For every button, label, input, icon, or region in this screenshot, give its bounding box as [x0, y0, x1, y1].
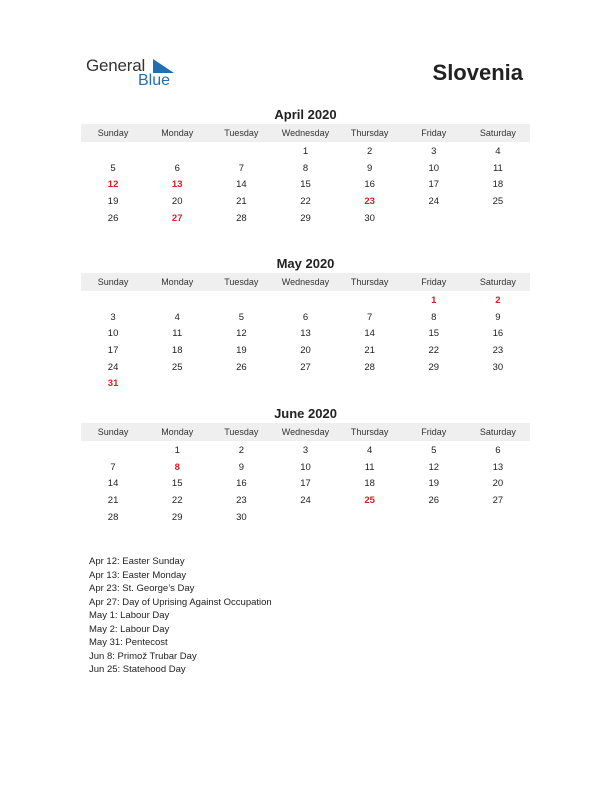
day-cell: 11	[364, 461, 375, 473]
day-cell: 12	[236, 328, 247, 340]
weekday-label: Monday	[161, 128, 194, 138]
day-cell: 15	[428, 328, 440, 340]
month-calendar	[81, 405, 530, 526]
day-cell: 5	[238, 311, 244, 323]
day-cell: 19	[236, 345, 247, 357]
day-cell: 4	[495, 146, 501, 157]
day-cell: 22	[428, 345, 440, 357]
day-cell: 2	[495, 295, 501, 306]
day-cell	[466, 376, 530, 393]
day-cell: 6	[174, 162, 180, 174]
day-cell: 8	[174, 461, 180, 473]
week-row	[81, 177, 530, 194]
week-row	[81, 376, 530, 393]
weekday-label: Wednesday	[281, 128, 330, 138]
day-cell: 14	[107, 478, 119, 490]
day-cell: 28	[107, 511, 119, 523]
day-cell: 21	[364, 345, 375, 357]
day-cell: 31	[107, 378, 119, 390]
weekday-label: Tuesday	[224, 277, 259, 287]
day-cell: 7	[366, 311, 373, 323]
day-cell: 9	[495, 311, 501, 323]
day-cell	[145, 293, 209, 310]
day-cell: 24	[428, 196, 440, 208]
day-cell: 6	[302, 311, 309, 323]
month-title: June 2020	[274, 406, 337, 421]
weekday-label: Friday	[421, 427, 447, 437]
day-cell	[402, 510, 466, 527]
day-cell: 11	[492, 162, 503, 174]
day-cell: 25	[492, 196, 504, 208]
day-cell: 18	[492, 179, 504, 191]
week-row	[81, 476, 530, 493]
day-cell: 13	[300, 328, 311, 340]
day-cell: 29	[171, 511, 183, 523]
day-cell: 2	[366, 146, 373, 157]
weekday-header	[81, 423, 530, 441]
day-cell: 21	[236, 196, 247, 208]
day-cell: 23	[236, 495, 247, 507]
weekday-label: Thursday	[350, 128, 389, 138]
weekday-label: Friday	[421, 277, 447, 287]
month-calendar	[81, 255, 530, 393]
day-cell: 10	[428, 162, 440, 174]
week-row	[81, 161, 530, 178]
day-cell	[466, 510, 530, 527]
holiday-item: Apr 12: Easter Sunday	[89, 556, 185, 567]
day-cell: 7	[110, 461, 116, 473]
weekday-label: Tuesday	[224, 128, 259, 138]
day-cell	[145, 376, 209, 393]
day-cell: 28	[236, 212, 247, 224]
logo-text-general: General	[86, 56, 146, 75]
week-row	[81, 510, 530, 527]
day-cell: 22	[300, 196, 311, 208]
day-cell: 25	[171, 361, 183, 373]
day-cell	[81, 443, 145, 460]
weekday-label: Thursday	[350, 427, 389, 437]
week-row	[81, 493, 530, 510]
day-cell: 17	[300, 478, 311, 490]
weekday-label: Monday	[161, 277, 194, 287]
holiday-item: Apr 23: St. George’s Day	[89, 583, 195, 594]
day-cell: 25	[364, 495, 375, 507]
holiday-item: Jun 25: Statehood Day	[89, 664, 186, 675]
day-cell: 22	[171, 495, 183, 507]
day-cell	[209, 376, 273, 393]
day-cell: 30	[236, 511, 247, 523]
day-cell	[209, 144, 273, 161]
weekday-label: Saturday	[479, 277, 516, 287]
day-cell: 27	[300, 361, 311, 373]
day-cell	[81, 293, 145, 310]
day-cell	[145, 144, 209, 161]
day-cell: 8	[431, 311, 437, 323]
month-calendar	[81, 106, 530, 227]
day-cell	[338, 376, 402, 393]
weekday-label: Sunday	[97, 277, 129, 287]
day-cell: 15	[171, 478, 183, 490]
holiday-item: Apr 27: Day of Uprising Against Occupation	[89, 596, 272, 608]
day-cell: 14	[236, 179, 247, 191]
day-cell: 23	[492, 345, 504, 357]
weekday-label: Friday	[421, 128, 447, 138]
day-cell: 29	[428, 361, 440, 373]
logo-text-blue: Blue	[138, 72, 171, 89]
week-row	[81, 211, 530, 228]
holiday-item: May 2: Labour Day	[89, 623, 170, 635]
week-row	[81, 310, 530, 327]
weekday-label: Saturday	[479, 427, 516, 437]
weekday-label: Wednesday	[281, 277, 330, 287]
weekday-label: Thursday	[350, 277, 389, 287]
day-cell: 20	[300, 345, 311, 357]
weekday-header	[81, 273, 530, 291]
holiday-list	[89, 555, 272, 677]
day-cell: 26	[428, 495, 440, 507]
day-cell: 21	[107, 495, 119, 507]
day-cell: 14	[364, 328, 375, 340]
day-cell	[273, 293, 337, 310]
day-cell: 15	[300, 179, 311, 191]
day-cell: 13	[492, 461, 504, 473]
day-cell: 28	[364, 361, 375, 373]
month-title: April 2020	[274, 107, 337, 122]
generalblue-logo	[86, 56, 186, 92]
day-cell	[338, 293, 402, 310]
holiday-item: Apr 13: Easter Monday	[89, 569, 187, 581]
day-cell: 7	[238, 162, 244, 174]
day-cell: 3	[110, 311, 116, 323]
week-row	[81, 293, 530, 310]
day-cell: 20	[171, 196, 183, 208]
weekday-label: Saturday	[479, 128, 516, 138]
day-cell: 9	[238, 461, 244, 473]
day-cell: 1	[302, 146, 309, 157]
day-cell: 17	[107, 345, 119, 357]
day-cell: 2	[238, 445, 244, 456]
day-cell: 27	[171, 212, 183, 224]
day-cell: 5	[431, 445, 437, 456]
day-cell: 3	[302, 445, 309, 456]
day-cell: 13	[171, 179, 183, 191]
day-cell: 10	[300, 461, 311, 473]
day-cell: 24	[107, 361, 119, 373]
day-cell	[273, 376, 337, 393]
day-cell: 18	[364, 478, 375, 490]
day-cell: 23	[364, 196, 375, 208]
week-row	[81, 194, 530, 211]
day-cell: 19	[428, 478, 440, 490]
week-row	[81, 343, 530, 360]
day-cell: 30	[364, 212, 375, 224]
day-cell: 6	[495, 445, 501, 456]
day-cell: 3	[431, 146, 437, 157]
day-cell: 16	[236, 478, 247, 490]
week-row	[81, 326, 530, 343]
day-cell: 5	[110, 162, 116, 174]
day-cell	[209, 293, 273, 310]
day-cell	[273, 510, 337, 527]
week-row	[81, 443, 530, 460]
day-cell: 10	[107, 328, 119, 340]
week-row	[81, 460, 530, 477]
country-title: Slovenia	[432, 60, 523, 85]
week-row	[81, 360, 530, 377]
month-title: May 2020	[276, 256, 335, 271]
day-cell: 18	[171, 345, 183, 357]
holiday-item: May 31: Pentecost	[89, 637, 168, 648]
day-cell: 26	[107, 212, 119, 224]
day-cell	[402, 211, 466, 228]
day-cell: 24	[300, 495, 311, 507]
weekday-label: Tuesday	[224, 427, 259, 437]
weekday-header	[81, 124, 530, 142]
day-cell: 11	[172, 328, 183, 340]
day-cell: 16	[492, 328, 504, 340]
holiday-item: Jun 8: Primož Trubar Day	[89, 650, 197, 662]
weekday-label: Monday	[161, 427, 194, 437]
day-cell	[81, 144, 145, 161]
weekday-label: Sunday	[97, 427, 129, 437]
logo-triangle-icon	[153, 59, 174, 73]
day-cell: 8	[302, 162, 309, 174]
day-cell: 12	[107, 179, 119, 191]
day-cell: 1	[431, 295, 437, 306]
day-cell: 27	[492, 495, 504, 507]
day-cell: 9	[366, 162, 373, 174]
day-cell: 4	[366, 445, 373, 456]
day-cell	[402, 376, 466, 393]
day-cell: 30	[492, 361, 504, 373]
day-cell: 19	[107, 196, 119, 208]
day-cell: 16	[364, 179, 375, 191]
week-row	[81, 144, 530, 161]
day-cell: 12	[428, 461, 440, 473]
day-cell	[466, 211, 530, 228]
weekday-label: Wednesday	[281, 427, 330, 437]
day-cell: 4	[174, 311, 180, 323]
day-cell: 20	[492, 478, 504, 490]
day-cell	[338, 510, 402, 527]
weekday-label: Sunday	[97, 128, 129, 138]
day-cell: 29	[300, 212, 311, 224]
day-cell: 17	[428, 179, 440, 191]
day-cell: 26	[236, 361, 247, 373]
day-cell: 1	[174, 445, 180, 456]
holiday-item: May 1: Labour Day	[89, 610, 170, 621]
